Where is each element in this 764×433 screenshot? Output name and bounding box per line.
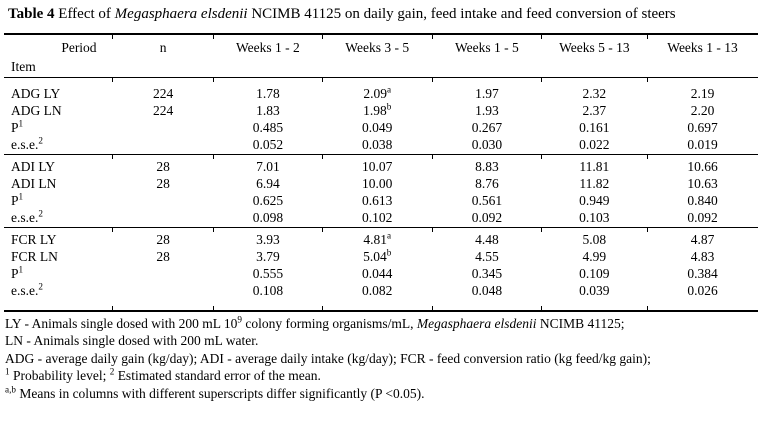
cell-weeks-1-13: 10.63 [687,176,718,192]
cell-weeks-5-13: 0.109 [579,266,610,282]
footnote-superscripts: $^{a,b}$ Means in columns with different superscripts differ significantly (P <0.05). [5,384,425,401]
cell-weeks-5-13: 11.82 [579,176,610,192]
stub-header-item: Item [11,59,36,75]
cell-weeks-3-5: 0.044 [362,266,393,282]
footnote-abbreviations: ADG - average daily gain (kg/day); ADI - average daily intake (kg/day); FCR - feed conversion ratio (kg feed/kg gain); [5,350,651,366]
cell-weeks-1-5: 8.83 [475,159,499,175]
cell-weeks-1-13: 2.19 [690,86,715,102]
cell-n: 224 [152,86,174,102]
table-row [4,103,758,120]
table-row [4,266,758,283]
cell-weeks-1-5: 0.561 [471,193,503,209]
cell-weeks-5-13: 2.37 [582,103,607,119]
cell-weeks-1-13: 0.026 [687,283,718,299]
cell-weeks-1-2: 0.625 [252,193,284,209]
footnote-probability-ese: $^1$ Probability level; $^2$ Estimated standard error of the mean. [5,366,321,384]
cell-weeks-1-5: 1.93 [475,103,499,119]
cell-item: FCR LY [11,232,57,248]
table-row [4,137,758,155]
cell-weeks-3-5: 4.81$^a$ [363,230,392,248]
cell-weeks-1-5: 0.267 [471,120,503,136]
cell-weeks-1-5: 8.76 [475,176,499,192]
section-adi [4,154,758,227]
cell-weeks-1-2: 1.78 [256,86,280,102]
cell-item: ADI LN [11,176,57,192]
header-row [4,39,758,58]
cell-item: ADG LY [11,86,61,102]
footnote-ly: LY - Animals single dosed with 200 mL $10^9$ colony forming organisms/mL, Megasphaera elsdenii NCIMB 41125; [5,314,625,331]
cell-weeks-3-5: 0.613 [362,193,393,209]
section-fcr [4,227,758,311]
cell-weeks-1-2: 0.052 [252,137,284,153]
stub-header-row [4,58,758,78]
cell-weeks-5-13: 0.949 [579,193,610,209]
cell-weeks-3-5: 10.07 [362,159,393,175]
cell-weeks-5-13: 0.022 [579,137,610,153]
cell-weeks-1-2: 0.108 [252,283,284,299]
column-header-weeks-3-5: Weeks 3 - 5 [345,40,410,56]
cell-item: e.s.e.$^2$ [11,281,43,299]
cell-n [113,283,214,300]
cell-n [113,137,214,155]
column-header-n: n [159,40,167,56]
data-table [4,33,758,312]
cell-weeks-1-13: 0.019 [687,137,718,153]
cell-n: 28 [156,249,170,265]
cell-weeks-1-13: 10.66 [687,159,718,175]
cell-n [113,120,214,137]
cell-weeks-3-5: 0.049 [362,120,393,136]
footnotes [5,315,758,402]
cell-item: e.s.e.$^2$ [11,208,43,226]
cell-item: FCR LN [11,249,58,265]
column-header-weeks-1-2: Weeks 1 - 2 [235,40,300,56]
cell-weeks-1-13: 0.697 [687,120,718,136]
table-row [4,232,758,249]
column-header-period: Period [61,40,97,56]
cell-weeks-1-2: 0.555 [252,266,284,282]
table-row [4,86,758,103]
table-row [4,159,758,176]
cell-weeks-1-13: 4.83 [690,249,715,265]
cell-weeks-1-5: 4.48 [475,232,499,248]
column-rule-ticks [4,306,758,311]
cell-weeks-1-2: 3.79 [256,249,280,265]
table-row [4,120,758,137]
section-adg [4,77,758,154]
table-caption-label: Table 4 [8,6,55,22]
cell-n [113,266,214,283]
cell-weeks-1-13: 2.20 [690,103,715,119]
cell-weeks-1-13: 0.384 [687,266,718,282]
cell-item: e.s.e.$^2$ [11,135,43,153]
cell-weeks-5-13: 0.161 [579,120,610,136]
stub-header-filler [113,58,758,78]
cell-weeks-1-13: 4.87 [690,232,715,248]
table-row [4,193,758,210]
cell-weeks-1-5: 0.030 [471,137,503,153]
cell-weeks-1-2: 0.098 [252,210,284,226]
cell-item: $P^1$ [11,191,24,209]
column-header-weeks-5-13: Weeks 5 - 13 [559,40,630,56]
cell-weeks-1-5: 1.97 [475,86,499,102]
table-row [4,249,758,266]
cell-weeks-1-13: 0.840 [687,193,718,209]
cell-weeks-3-5: 10.00 [362,176,393,192]
cell-weeks-1-5: 0.048 [471,283,503,299]
cell-item: $P^1$ [11,264,24,282]
cell-weeks-5-13: 4.99 [582,249,607,265]
table-caption-text: Effect of Megasphaera elsdenii NCIMB 41125 on daily gain, feed intake and feed conversion of steers [54,6,676,22]
cell-weeks-1-2: 0.485 [252,120,284,136]
cell-n [113,210,214,228]
cell-weeks-1-2: 7.01 [256,159,280,175]
cell-item: ADI LY [11,159,56,175]
cell-weeks-3-5: 2.09$^a$ [363,84,392,102]
cell-weeks-1-2: 1.83 [256,103,280,119]
cell-weeks-5-13: 0.103 [579,210,610,226]
table-row [4,283,758,300]
cell-weeks-5-13: 2.32 [582,86,607,102]
cell-weeks-3-5: 1.98$^b$ [363,101,392,119]
cell-weeks-3-5: 0.102 [362,210,393,226]
cell-weeks-5-13: 0.039 [579,283,610,299]
table-row [4,176,758,193]
column-header-weeks-1-5: Weeks 1 - 5 [455,40,519,56]
cell-weeks-1-13: 0.092 [687,210,718,226]
cell-weeks-3-5: 0.082 [362,283,393,299]
cell-n [113,193,214,210]
table-row [4,210,758,228]
cell-weeks-1-2: 3.93 [256,232,280,248]
cell-n: 28 [156,232,170,248]
table-caption [8,5,758,24]
cell-weeks-1-5: 4.55 [475,249,499,265]
cell-weeks-1-5: 0.345 [471,266,503,282]
cell-item: ADG LN [11,103,62,119]
cell-weeks-5-13: 5.08 [582,232,607,248]
cell-weeks-1-2: 6.94 [256,176,280,192]
cell-n: 28 [156,159,170,175]
cell-n: 224 [152,103,174,119]
table-header [4,34,758,78]
cell-weeks-1-5: 0.092 [471,210,503,226]
cell-item: $P^1$ [11,118,24,136]
cell-weeks-5-13: 11.81 [579,159,610,175]
cell-n: 28 [156,176,170,192]
cell-weeks-3-5: 0.038 [362,137,393,153]
cell-weeks-3-5: 5.04$^b$ [363,247,392,265]
column-header-weeks-1-13: Weeks 1 - 13 [667,40,738,56]
footnote-ln: LN - Animals single dosed with 200 mL water. [5,333,259,349]
